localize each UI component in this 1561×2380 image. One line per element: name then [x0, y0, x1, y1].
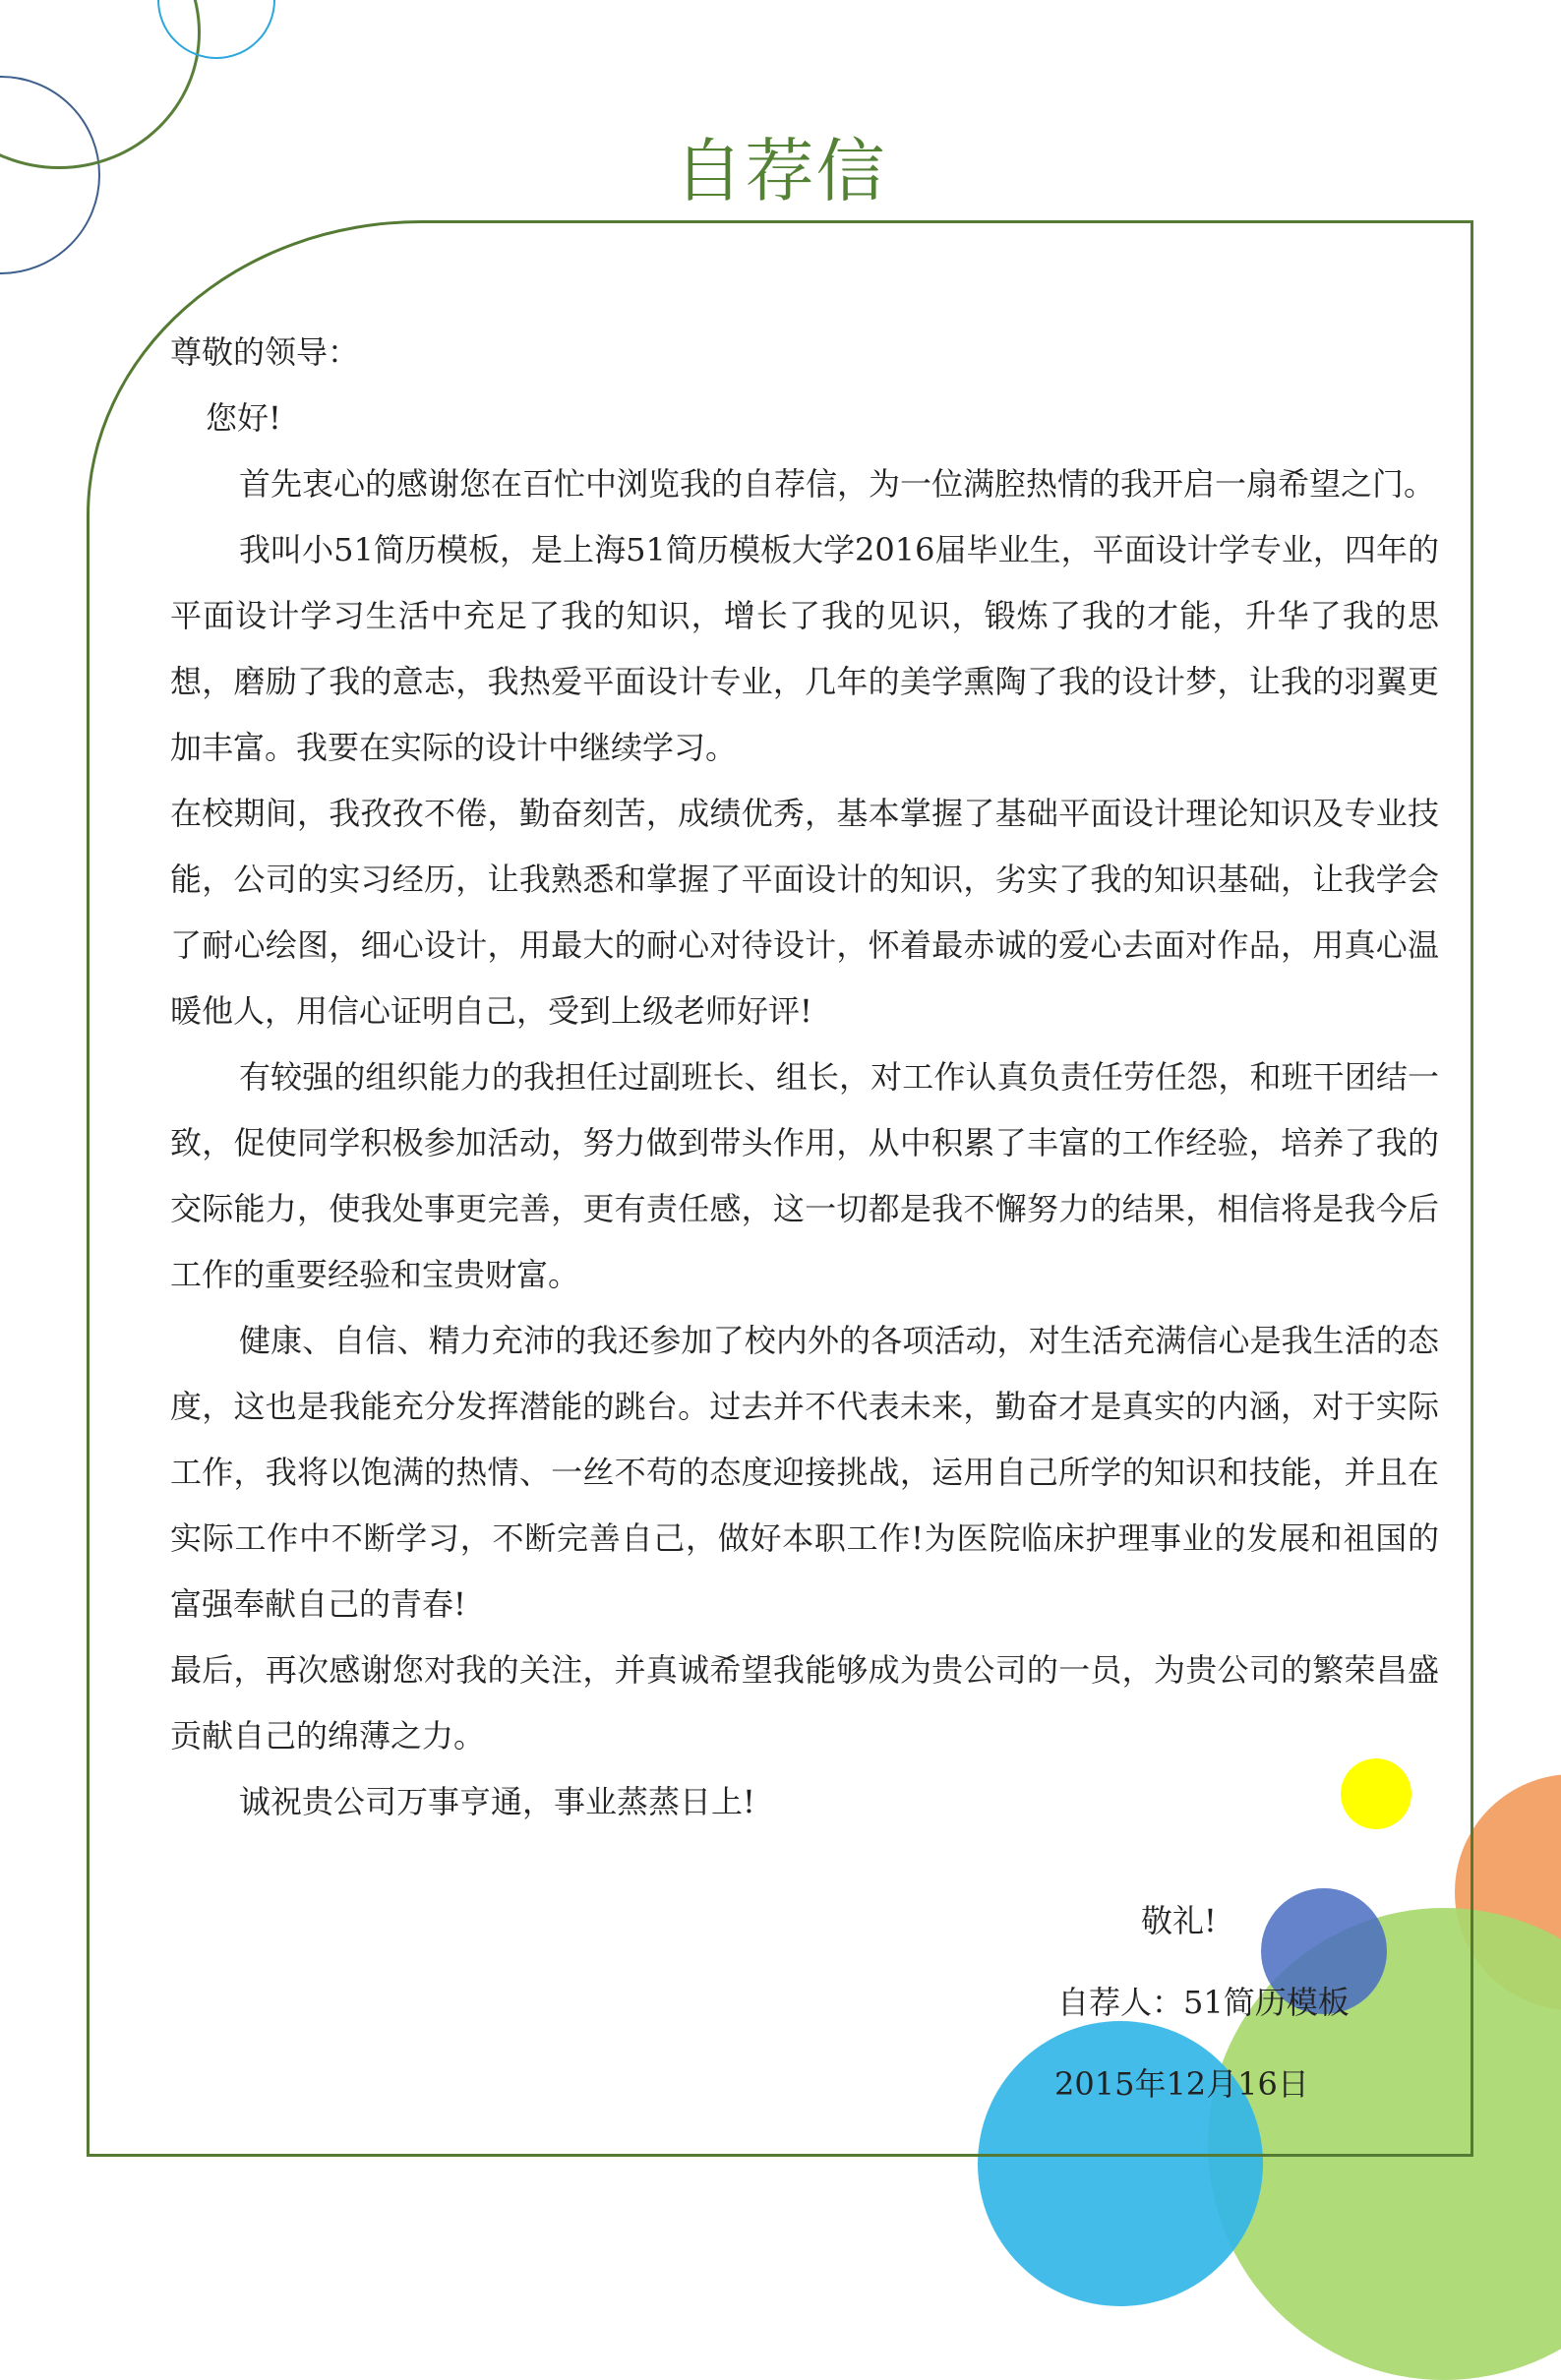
paragraph: 有较强的组织能力的我担任过副班长、组长，对工作认真负责任劳任怨，和班干团结一致，促使同学积极参加活动，努力做到带头作用，从中积累了丰富的工作经验，培养了我的交际能力，使我处事更完善，更有责任感，这一切都是我不懈努力的结果，相信将是我今后工作的重要经验和宝贵财富。 — [170, 1058, 1439, 1293]
paragraph: 健康、自信、精力充沛的我还参加了校内外的各项活动，对生活充满信心是我生活的态度，这也是我能充分发挥潜能的跳台。过去并不代表未来，勤奋才是真实的内涵，对于实际工作，我将以饱满的热情、一丝不苟的态度迎接挑战，运用自己所学的知识和技能，并且在实际工作中不断学习，不断完善自己，做好本职工作!为医院临床护理事业的发展和祖国的富强奉献自己的青春! — [170, 1322, 1439, 1623]
paragraph: 首先衷心的感谢您在百忙中浏览我的自荐信，为一位满腔热情的我开启一扇希望之门。 — [239, 465, 1436, 503]
letter-body — [170, 320, 1439, 1835]
paragraph: 最后，再次感谢您对我的关注，并真诚希望我能够成为贵公司的一员，为贵公司的繁荣昌盛贡献自己的绵薄之力。 — [170, 1651, 1439, 1755]
page-title: 自荐信 — [674, 130, 887, 211]
letter-date: 2015年12月16日 — [1054, 2065, 1309, 2103]
signature: 自荐人：51简历模板 — [1057, 1984, 1350, 2021]
paragraph: 在校期间，我孜孜不倦，勤奋刻苦，成绩优秀，基本掌握了基础平面设计理论知识及专业技能，公司的实习经历，让我熟悉和掌握了平面设计的知识，劣实了我的知识基础，让我学会了耐心绘图，细心设计，用最大的耐心对待设计，怀着最赤诚的爱心去面对作品，用真心温暖他人，用信心证明自己，受到上级老师好评! — [170, 795, 1439, 1030]
paragraph: 诚祝贵公司万事亨通，事业蒸蒸日上! — [239, 1783, 755, 1820]
paragraph: 我叫小51简历模板，是上海51简历模板大学2016届毕业生，平面设计学专业，四年的平面设计学习生活中充足了我的知识，增长了我的见识，锻炼了我的才能，升华了我的思想，磨励了我的意志，我热爱平面设计专业，几年的美学熏陶了我的设计梦，让我的羽翼更加丰富。我要在实际的设计中继续学习。 — [170, 531, 1439, 766]
greeting: 您好! — [206, 399, 281, 437]
salutation: 尊敬的领导： — [170, 333, 360, 371]
regards: 敬礼! — [1141, 1902, 1217, 1939]
